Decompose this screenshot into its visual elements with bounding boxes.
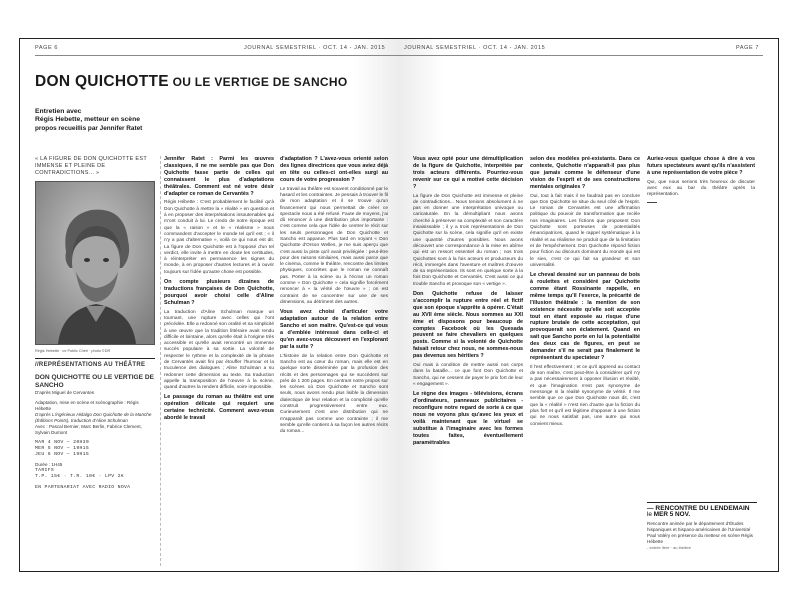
running-header: JOURNAL SEMESTRIEL · OCT. 14 - JAN. 2015 bbox=[404, 45, 546, 51]
tarifs-label: TARIFS bbox=[35, 468, 55, 474]
tarifs: T.P. 15€ · T.R. 10€ · LPV 2€ bbox=[35, 474, 125, 480]
article-column-5 bbox=[647, 156, 755, 206]
header-rule bbox=[399, 55, 763, 56]
encounter-date: MER 5 NOV. bbox=[653, 511, 691, 519]
answer: Il l'est effectivement ; et ce qu'il apprend au contact de son maître, c'est peut-être à considérer qu'il n'y a pas nécessairement à opposer illusion et réalité, et que l'imagination n'est pas synonyme de mensonge ni la réalité synonyme de vérité. Il me semble que ce que Don Quichotte nous dit, c'est que la « réalité » n'est rien d'autre que la fiction du plus fort et qu'il est légitime d'opposer à une fiction qui ne nous satisfait pas, une autre qui nous convient mieux. bbox=[530, 364, 640, 427]
cast: Avec : Pascal Bernier, Marc Berlin, Fabrice Clement, Sylvain Dumont bbox=[35, 423, 142, 435]
question: Jennifer Ratet : Parmi les œuvres classiques, il ne me semble pas que Don Quichotte fasse partie de celles qui connaissent le plus d'adaptations théâtrales. Comment est né votre désir d'adapter ce roman de Cervantès ? bbox=[164, 156, 274, 197]
column-divider bbox=[160, 156, 161, 566]
date-line: MER 5 NOV — 19H15 bbox=[35, 445, 90, 451]
answer: Le travail au théâtre est souvent conditionné par le hasard et les contraintes. Je pensais à trouver le fil de mon adaptation et il se trouve qu'un financement qui nous permettait de créer ce spectacle nous a été refusé. Faute de moyens, j'ai dû renoncer à une distribution plus importante : c'est comme cela que l'idée de centrer le récit sur les seuls personnages de Don Quichotte et Sancho est apparue. Plus tard en voyant « Don Quichotte d'Orson Welles, je me suis aperçu que c'est aussi la piste qu'il avait privilégiée : peut-être pour des raisons similaires, mais aussi parce que le cinéma, comme le théâtre, rencontre des limites physiques, concrètes que le roman ne connaît pas. Porter à la scène ou à l'écran un roman comme « Don Quichotte » cela signifie forcément renoncer à « la vérité de l'œuvre » ; on est contraint de se concentrer sur une de ses dimensions, au détriment des autres. bbox=[280, 186, 388, 305]
question: Auriez-vous quelque chose à dire à vos futurs spectateurs avant qu'ils n'assistent à une représentation de votre pièce ? bbox=[647, 156, 755, 176]
end-dash bbox=[647, 202, 657, 203]
intro-line: Régis Hebette, metteur en scène bbox=[35, 116, 141, 124]
encounter-date-prefix: le bbox=[647, 511, 654, 519]
right-page bbox=[399, 39, 778, 571]
running-header: JOURNAL SEMESTRIEL · OCT. 14 - JAN. 2015 bbox=[244, 45, 386, 51]
magazine-spread bbox=[19, 38, 779, 572]
date-line: JEU 6 NOV — 19H15 bbox=[35, 452, 90, 457]
question: d'adaptation ? L'avez-vous orienté selon des lignes directrices que vous aviez déjà en tête ou celles-ci ont-elles surgi au cours de votre progression ? bbox=[280, 156, 388, 183]
answer: Qui, que nous serions très heureux de discuter avec eux au bar du théâtre après la représentation. bbox=[647, 179, 755, 198]
intro-line: propos recueillis par Jennifer Ratet bbox=[35, 124, 143, 132]
portrait-photo bbox=[35, 181, 155, 345]
section-title: //REPRÉSENTATIONS AU THÉÂTRE bbox=[35, 358, 155, 368]
question: Don Quichotte refuse de laisser s'accomplir la rupture entre réel et fictif que son époque s'apprête à opérer. C'était au XVII ème siècle. Nous sommes au XXI ème et disposons pour beaucoup de comptes Facebook où les Quesada peuvent se faire chevaliers en quelques posts. Comme si la volonté de Quichotte faisait retour chez nous, ne sommes-nous pas devenus ses héritiers ? bbox=[413, 290, 523, 360]
duration: Durée : 1H45 bbox=[35, 462, 63, 468]
show-title: DON QUICHOTTE OU LE VERTIGE DE SANCHO bbox=[35, 373, 155, 389]
pull-quote: « LA FIGURE DE DON QUICHOTTE EST IMMENSE ET PLEINE DE CONTRADICTIONS... » bbox=[35, 156, 147, 176]
show-subtitle: D'après Miguel de Cervantes bbox=[35, 389, 95, 395]
article-column-2 bbox=[280, 156, 388, 439]
question: selon des modèles pré-existants. Dans ce contexte, Quichotte n'apparaît-il pas plus que jamais comme le défenseur d'une vision de l'esprit et de ses constructions mentales originales ? bbox=[530, 156, 640, 190]
partner: EN PARTENARIAT AVEC RADIO NOVA bbox=[35, 484, 131, 490]
question: Vous avez choisi d'articuler votre adaptation autour de la relation entre Sancho et son maître. Qu'est-ce qui vous a d'emblée intéressé dans celle-ci et qu'en avez-vous découvert en l'explorant par la suite ? bbox=[280, 309, 388, 350]
answer: Oui, tout à fait mais il ne faudrait pas en conclure que Don Quichotte se situe du seul côté de l'esprit. Le roman de Cervantès est une affirmation politique du pouvoir de transformation que recèle nos imaginaires. Les fictions que proposent Don Quichotte sont porteuses de potentialités émancipatrices, quand le rappel systématique à la réalité et au réalisme ne produit que de la limitation et de l'empêchement. Don Quichotte répond fiction pour fiction au discours dominant du monde qui est le sien, c'est ce qui fait sa grandeur et son universalité. bbox=[530, 193, 640, 268]
article-column-4 bbox=[530, 156, 640, 431]
page-number: PAGE 7 bbox=[736, 45, 760, 51]
article-column-1 bbox=[164, 156, 274, 425]
article-title bbox=[35, 73, 395, 91]
portrait-illustration bbox=[36, 182, 154, 344]
question: Le règne des images - télévisions, écrans d'ordinateurs, panneaux publicitaires - reconfigure notre regard de sorte à ce que nous ne voyons plus qu'avec les yeux et voilà maintenant que le virtuel se substitue à l'imaginaire avec les formes toutes faites, éventuellement paramétrables bbox=[413, 391, 523, 446]
credits: Adaptation, mise en scène et scénographie : Régis Hébette bbox=[35, 399, 139, 411]
encounter-foot: - entrée libre · au théâtre bbox=[647, 544, 692, 550]
question: Le passage du roman au théâtre est une opération délicate qui requiert une certaine technicité. Comment avez-vous abordé le travail bbox=[164, 394, 274, 422]
intro-line: Entretien avec bbox=[35, 108, 82, 115]
question: On compte plusieurs dizaines de traductions françaises de Don Quichotte, pourquoi avoir choisi celle d'Aline Schulman ? bbox=[164, 279, 274, 306]
title-main: DON QUICHOTTE bbox=[35, 73, 169, 90]
question: Le cheval dessiné sur un panneau de bois à roulettes et considéré par Quichotte comme étant Rossinante rappelle, en même temps qu'il l'exerce, la précarité de l'illusion théâtrale : la mention de son existence nécessite qu'elle soit acceptée tout en étant exposée au risque d'une rupture brutale de cette acceptation, qui provoquerait son éclatement. Quand en sait que Sancho porte en lui la potentialité des deux cas de figures, en peut se demander s'il ne serait pas finalement le représentant du spectateur ? bbox=[530, 272, 640, 361]
title-sub: OU LE VERTIGE DE SANCHO bbox=[168, 75, 348, 89]
answer: La traduction d'Aline Schulman marque un tournant, une rupture avec celles qui l'ont précédée. Elle a redonné son oralité et sa simplicité à une œuvre que la tradition littéraire avait rendu difficile et lointaine, alors qu'elle était à l'origine très accessible et qu'elle avait rencontré un immense succès populaire à sa sortie. La volonté de respecter le rythme et la complexité de la phrase de Cervantès avait fini par étouffer l'humour et la truculence des dialogues ; Aline Schulman a su redonner cette dimension au texte. Sa traduction appelle la transposition de l'œuvre à la scène, quand d'autres la rendent difficile, voire impossible. bbox=[164, 309, 274, 391]
photo-caption: Régis Hebette · ce Public Chéri · photo ©DR bbox=[35, 349, 111, 353]
left-page bbox=[20, 39, 399, 571]
sidebar bbox=[35, 156, 155, 491]
encounter-box bbox=[647, 502, 757, 551]
encounter-title: — RENCONTRE DU LENDEMAIN bbox=[647, 502, 757, 512]
answer: Régis Hébette : C'est probablement le facilité qu'à Don Quichotte à mettre la « réalité » en question et à en proposer des interprétations insoutenables qui m'ont conduit à lui. Le credo de notre époque est que la « raison » et le « réalisme » nous commandent d'accepter le monde tel qu'il est ; « il n'y a pas d'alternative », voilà ce qui nous est dit. La figure de Don Quichotte est à l'opposé d'un tel verdict, elle invite à mettre en doute les certitudes, à réinterpréter en permanence les signes du monde, à en proposer d'autres lectures et à ouvrir toujours sur l'idée qu'autre chose est possible. bbox=[164, 200, 274, 275]
date-line: MAR 4 NOV — 20H30 bbox=[35, 439, 90, 445]
credits-translation: D'après L'ingénieux Hidalgo Don Quichotte de la Manche (Éditions Points), traduction d'Aline Schulman bbox=[35, 411, 152, 423]
page-number: PAGE 6 bbox=[35, 45, 59, 51]
article-column-3 bbox=[413, 156, 523, 449]
answer: L'histoire de la relation entre Don Quichotte et Sancho est au cœur du roman, mais elle est en quelque sorte disséminée par la profusion des récits et des personnages qui se succèdent sur près de 1 200 pages. En centrant notre propos sur les scènes où Don Quichotte et Sancho sont seuls, nous avons rendu plus lisible la dimension dialectique de leur relation et la complicité qu'elle construit progressivement entre eux. Curieusement c'est une distribution qui ne m'apparaît pas comme une contrainte ; il me semble qu'elle contient à sa façon les autres récits du roman... bbox=[280, 353, 388, 435]
answer: Oui mais à condition de mettre aussi nos corps dans la bataille... ce que font Don Quichotte et Sancho, qui ne cessent de payer le prix fort de leur « engagement ». bbox=[413, 363, 523, 387]
header-rule bbox=[35, 55, 399, 56]
answer: La figure de Don Quichotte est immense et pleine de contradictions... Nous tenions absolument à ne pas en donner une interprétation univoque ou caricaturale. En la démultipliant nous avons cherché à préserver sa complexité et son caractère insaisissable ; il y a trois représentations de Don Quichotte sur la scène, cela signifie qu'il en existe une quantité d'autres possibles. Nous avons découvert une correspondance à la mise en abîme qui est un ressort essentiel du roman ; nos trois Quichottes sont à la fois acteurs et producteurs du récit, immergés dans l'aventure et maîtres d'œuvre de sa représentation. Ils sont en quelque sorte à la fois Don Quichotte et Cervantès. C'est aussi ce qui trouble Sancho et provoque son « vertige ». bbox=[413, 193, 523, 287]
question: Vous avez opté pour une démultiplication de la figure de Quichotte, interprétée par trois acteurs différents. Pourriez-vous revenir sur ce qui a motivé cette décision ? bbox=[413, 156, 523, 190]
interview-intro bbox=[35, 108, 235, 133]
encounter-text: Rencontre animée par le département d'Études hispaniques et hispano-américaines de l'Université Paul Valéry en présence du metteur en scène Régis Hébette bbox=[647, 520, 753, 544]
